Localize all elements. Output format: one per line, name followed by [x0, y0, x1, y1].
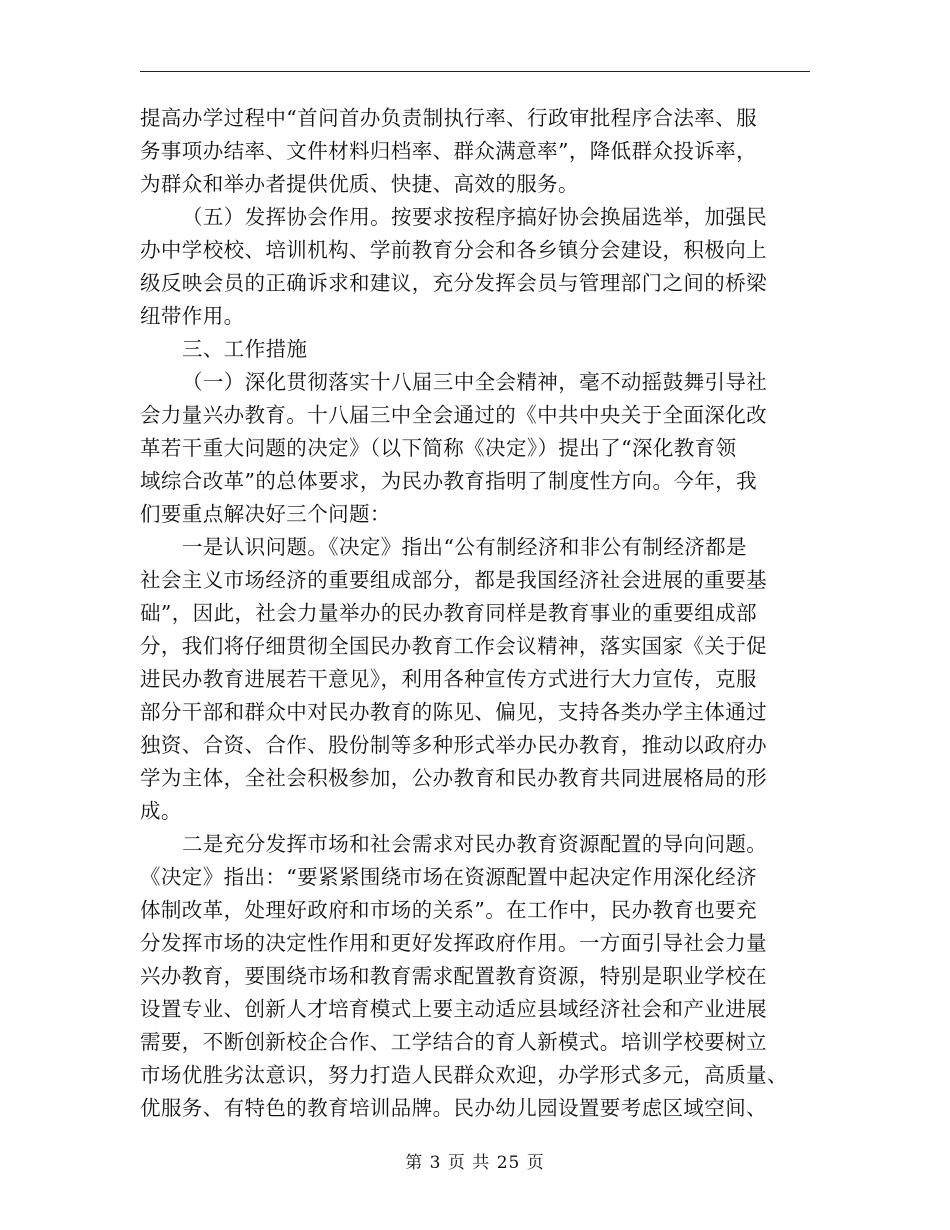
header-rule	[140, 71, 810, 72]
text-line: 《决定》指出：“要紧紧围绕市场在资源配置中起决定作用深化经济	[140, 865, 757, 889]
text-line: 独资、合资、合作、股份制等多种形式举办民办教育，推动以政府办	[140, 733, 767, 757]
text-line: 会力量兴办教育。十八届三中全会通过的《中共中央关于全面深化改	[140, 403, 767, 427]
text-line: 学为主体，全社会积极参加，公办教育和民办教育共同进展格局的形	[140, 766, 767, 790]
text-line: 纽带作用。	[140, 304, 245, 328]
text-line: 办中学校校、培训机构、学前教育分会和各乡镇分会建设，积极向上	[140, 238, 767, 262]
text-line: 分，我们将仔细贯彻全国民办教育工作会议精神，落实国家《关于促	[140, 634, 767, 658]
text-line: 设置专业、创新人才培育模式上要主动适应县域经济社会和产业进展	[140, 997, 767, 1021]
text-line: 需要，不断创新校企合作、工学结合的育人新模式。培训学校要树立	[140, 1030, 767, 1054]
text-line: 级反映会员的正确诉求和建议，充分发挥会员与管理部门之间的桥梁	[140, 271, 767, 295]
text-line: 社会主义市场经济的重要组成部分，都是我国经济社会进展的重要基	[140, 568, 767, 592]
section-heading: 三、工作措施	[182, 337, 308, 361]
text-line: 分发挥市场的决定性作用和更好发挥政府作用。一方面引导社会力量	[140, 931, 767, 955]
text-line: 础”，因此，社会力量举办的民办教育同样是教育事业的重要组成部	[140, 601, 757, 625]
text-line: 务事项办结率、文件材料归档率、群众满意率”，降低群众投诉率，	[140, 139, 757, 163]
text-line: 们要重点解决好三个问题：	[140, 502, 391, 526]
text-line: 优服务、有特色的教育培训品牌。民办幼儿园设置要考虑区域空间、	[140, 1096, 767, 1120]
text-line: 革若干重大问题的决定》（以下简称《决定》）提出了“深化教育领	[140, 436, 737, 460]
text-line: 提高办学过程中“首问首办负责制执行率、行政审批程序合法率、服	[140, 106, 757, 130]
text-line: 成。	[140, 799, 182, 823]
text-line: （一）深化贯彻落实十八届三中全会精神，毫不动摇鼓舞引导社	[182, 370, 768, 394]
page-number: 第 3 页 共 25 页	[405, 1153, 545, 1173]
text-line: （五）发挥协会作用。按要求按程序搞好协会换届选举，加强民	[182, 205, 768, 229]
text-line: 一是认识问题。《决定》指出“公有制经济和非公有制经济都是	[182, 535, 747, 559]
text-line: 体制改革，处理好政府和市场的关系”。在工作中，民办教育也要充	[140, 898, 757, 922]
text-line: 市场优胜劣汰意识，努力打造人民群众欢迎，办学形式多元，高质量、	[140, 1063, 788, 1087]
text-line: 为群众和举办者提供优质、快捷、高效的服务。	[140, 172, 579, 196]
document-body	[140, 102, 812, 1125]
text-line: 二是充分发挥市场和社会需求对民办教育资源配置的导向问题。	[182, 832, 768, 856]
text-line: 部分干部和群众中对民办教育的陈见、偏见，支持各类办学主体通过	[140, 700, 767, 724]
text-line: 进民办教育进展若干意见》，利用各种宣传方式进行大力宣传，克服	[140, 667, 757, 691]
text-line: 兴办教育，要围绕市场和教育需求配置教育资源，特别是职业学校在	[140, 964, 767, 988]
text-line: 域综合改革”的总体要求，为民办教育指明了制度性方向。今年，我	[140, 469, 757, 493]
